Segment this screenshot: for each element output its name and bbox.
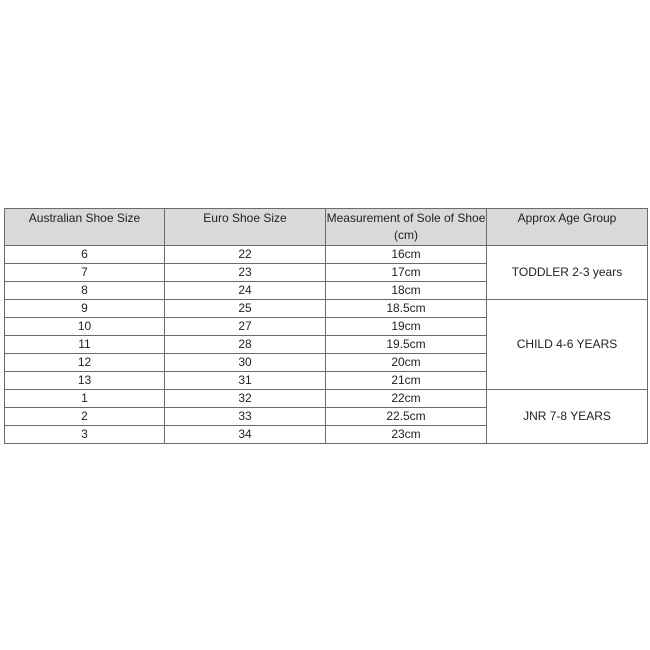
cell-euro-size: 33 [165,408,326,426]
cell-sole-measurement: 18.5cm [326,300,487,318]
cell-australian-size: 13 [5,372,165,390]
table-row [5,390,648,408]
cell-sole-measurement: 22cm [326,390,487,408]
cell-sole-measurement: 17cm [326,264,487,282]
cell-sole-measurement: 19cm [326,318,487,336]
header-australian-shoe-size: Australian Shoe Size [5,209,165,246]
header-sole-measurement: Measurement of Sole of Shoe (cm) [326,209,487,246]
cell-euro-size: 23 [165,264,326,282]
cell-australian-size: 3 [5,426,165,444]
cell-australian-size: 1 [5,390,165,408]
cell-age-group: TODDLER 2-3 years [487,246,648,300]
cell-euro-size: 31 [165,372,326,390]
cell-euro-size: 24 [165,282,326,300]
cell-australian-size: 10 [5,318,165,336]
cell-australian-size: 7 [5,264,165,282]
cell-sole-measurement: 22.5cm [326,408,487,426]
cell-euro-size: 32 [165,390,326,408]
cell-age-group: CHILD 4-6 YEARS [487,300,648,390]
cell-age-group: JNR 7-8 YEARS [487,390,648,444]
cell-euro-size: 28 [165,336,326,354]
cell-australian-size: 6 [5,246,165,264]
cell-sole-measurement: 19.5cm [326,336,487,354]
table-row [5,300,648,318]
cell-sole-measurement: 18cm [326,282,487,300]
cell-australian-size: 8 [5,282,165,300]
header-approx-age-group: Approx Age Group [487,209,648,246]
cell-euro-size: 25 [165,300,326,318]
cell-sole-measurement: 20cm [326,354,487,372]
header-euro-shoe-size: Euro Shoe Size [165,209,326,246]
cell-euro-size: 22 [165,246,326,264]
cell-australian-size: 9 [5,300,165,318]
cell-australian-size: 11 [5,336,165,354]
table-header [5,209,648,246]
cell-sole-measurement: 16cm [326,246,487,264]
table-row [5,246,648,264]
cell-euro-size: 27 [165,318,326,336]
header-row [5,209,648,246]
cell-euro-size: 30 [165,354,326,372]
shoe-size-table [4,208,648,444]
cell-euro-size: 34 [165,426,326,444]
table-body [5,246,648,444]
cell-australian-size: 2 [5,408,165,426]
cell-sole-measurement: 23cm [326,426,487,444]
cell-sole-measurement: 21cm [326,372,487,390]
cell-australian-size: 12 [5,354,165,372]
